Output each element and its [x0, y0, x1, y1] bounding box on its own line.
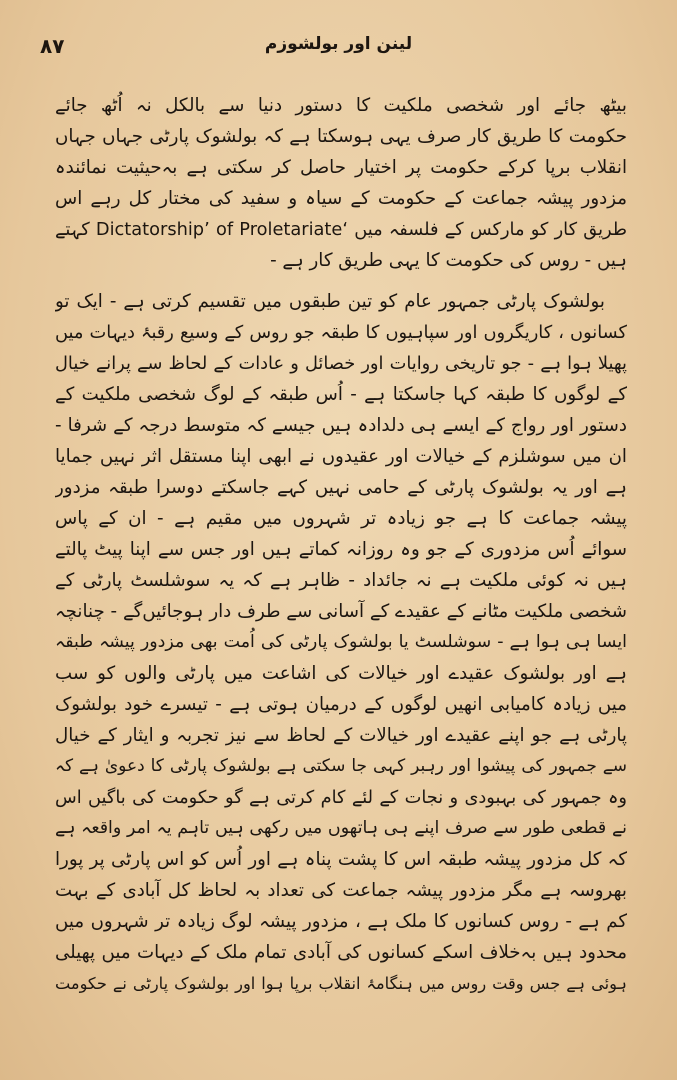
- text-line: ہیں - روس کی حکومت کا یہی طریق کار ہے -: [270, 250, 627, 271]
- text-line: ایسا ہی ہوا ہے - سوشلسٹ یا بولشوک پارٹی کی اُمت بھی مزدور پیشہ طبقہ: [55, 632, 627, 652]
- text-line: پارٹی ہے جو اپنے عقیدے اور خیالات کے لحاظ سے نیز تجربہ و ایثار کے خیال: [55, 725, 627, 746]
- text-line: کہ کل مزدور پیشہ طبقہ اس کا پشت پناہ ہے اور اُس کو اس پارٹی پر پورا: [55, 849, 627, 870]
- text-line: طریق کار کو مارکس کے فلسفہ میں ‘Dictatorship’ of Proletariate کہتے: [55, 219, 627, 240]
- text-line: ہیں نہ کوئی ملکیت ہے نہ جائداد - ظاہر ہے کہ یہ سوشلسٹ پارٹی کے: [55, 570, 627, 591]
- text-line: کے لوگوں کا طبقہ کہا جاسکتا ہے - اُس طبقہ کے لوگ شخصی ملکیت کے: [55, 384, 627, 405]
- text-line: نے قطعی طور سے صرف اپنے ہی ہاتھوں میں رکھی ہیں تاہم یہ امر واقعہ ہے: [55, 818, 627, 838]
- text-line: پیشہ جماعت کا ہے جو زیادہ تر شہروں میں مقیم ہے - ان کے پاس: [55, 508, 627, 529]
- paragraph: [55, 90, 627, 276]
- text-line: حکومت کا طریق کار صرف یہی ہوسکتا ہے کہ بولشوک پارٹی جہاں جہاں: [55, 126, 627, 147]
- text-line: ہے اور یہ بولشوک پارٹی کے حامی نہیں کہے جاسکتے دوسرا طبقہ مزدور: [55, 477, 627, 498]
- text-line: بیٹھ جائے اور شخصی ملکیت کا دستور دنیا سے بالکل نہ اُٹھ جائے: [55, 95, 627, 116]
- text-line: ہے اور بولشوک عقیدے اور خیالات کی اشاعت میں پارٹی والوں کو سب: [55, 663, 627, 684]
- text-line: بولشوک پارٹی جمہور عام کو تین طبقوں میں تقسیم کرتی ہے - ایک تو: [55, 291, 605, 312]
- text-line: ان میں سوشلزم کے خیالات اور عقیدوں نے ابھی اپنا مستقل اثر نہیں جمایا: [55, 446, 627, 467]
- text-line: انقلاب برپا کرکے حکومت پر اختیار حاصل کر سکتی ہے بہ‌حیثیت نمائندہ: [55, 157, 627, 178]
- text-line: پھیلا ہوا ہے - جو تاریخی روایات اور خصائل و عادات کے لحاظ سے پرانے خیال: [55, 353, 627, 374]
- page-header: [40, 30, 637, 66]
- body-text: [55, 90, 627, 999]
- running-head: لینن اور بولشوزم: [264, 34, 413, 54]
- text-line: محدود ہیں بہ‌خلاف اسکے کسانوں کی آبادی تمام ملک کے دیہات میں پھیلی: [55, 942, 627, 963]
- text-line: کسانوں ، کاریگروں اور سپاہیوں کا طبقہ جو روس کے وسیع رقبۂ دیہات میں: [55, 322, 627, 343]
- text-line: وہ جمہور کی بہبودی و نجات کے لئے کام کرتی ہے گو حکومت کی باگیں اس: [55, 787, 627, 808]
- text-line: ہوئی ہے جس وقت روس میں ہنگامۂ انقلاب برپا ہوا اور بولشوک پارٹی نے حکومت: [55, 974, 627, 993]
- page-number: ۸۷: [40, 34, 65, 58]
- text-line: سے جمہور کی پیشوا اور رہبر کہی جا سکتی ہے بولشوک پارٹی کا دعویٰ ہے کہ: [55, 756, 627, 776]
- text-line: دستور اور رواج کے ایسے ہی دلدادہ ہیں جیسے کہ متوسط درجہ کے شرفا -: [55, 415, 627, 436]
- text-line: میں زیادہ کامیابی انھیں لوگوں کے درمیان ہوتی ہے - تیسرے خود بولشوک: [55, 694, 627, 715]
- text-line: شخصی ملکیت مٹانے کے عقیدے کے آسانی سے طرف دار ہوجائیں‌گے - چنانچہ: [55, 601, 627, 622]
- text-line: بھروسہ ہے مگر مزدور پیشہ جماعت کی تعداد بہ لحاظ کل آبادی کے بہت: [55, 880, 627, 901]
- text-line: کم ہے - روس کسانوں کا ملک ہے ، مزدور پیشہ لوگ زیادہ تر شہروں میں: [55, 911, 627, 932]
- text-line: سوائے اُس مزدوری کے جو وہ روزانہ کماتے ہیں اور جس سے اپنا پیٹ پالتے: [55, 539, 627, 560]
- paragraph: [55, 286, 627, 999]
- text-line: مزدور پیشہ جماعت کے حکومت کے سیاہ و سفید کی مختار کل رہے اس: [55, 188, 627, 209]
